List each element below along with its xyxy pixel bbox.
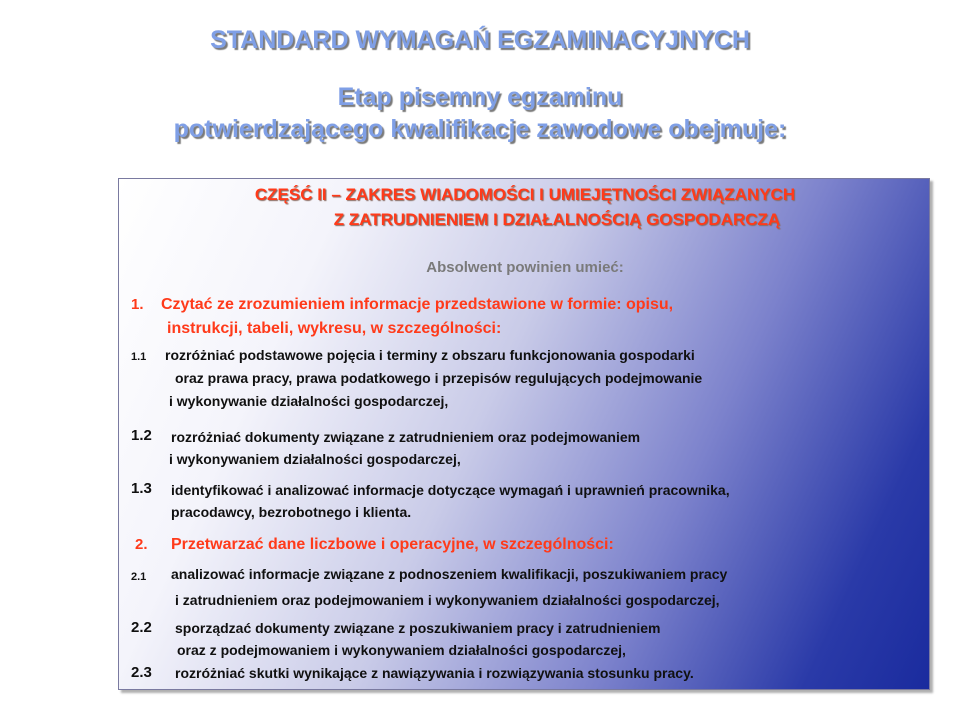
item-2-2-line1: sporządzać dokumenty związane z poszukiwaniem pracy i zatrudnieniem — [175, 620, 661, 636]
item-2-line1: Przetwarzać dane liczbowe i operacyjne, w szczególności: — [171, 536, 614, 553]
item-1-2-line2: i wykonywaniem działalności gospodarczej, — [169, 451, 461, 467]
item-2-1-number: 2.1 — [131, 571, 147, 583]
item-1-3-line2: pracodawcy, bezrobotnego i klienta. — [171, 504, 412, 520]
content-panel — [118, 178, 930, 690]
item-1-1-line3: i wykonywanie działalności gospodarczej, — [169, 393, 449, 409]
item-2-2-line2: oraz z podejmowaniem i wykonywaniem działalności gospodarczej, — [177, 642, 626, 658]
page-subtitle-line2: potwierdzającego kwalifikacje zawodowe obejmuje: — [173, 115, 787, 143]
item-1-1-line1: rozróżniać podstawowe pojęcia i terminy z obszaru funkcjonowania gospodarki — [165, 347, 695, 363]
item-1-3-number: 1.3 — [131, 480, 152, 497]
item-2-1-line2: i zatrudnieniem oraz podejmowaniem i wykonywaniem działalności gospodarczej, — [175, 592, 720, 608]
item-1-number: 1. — [131, 296, 144, 313]
item-2-2-number: 2.2 — [131, 619, 152, 636]
item-1-3-line1: identyfikować i analizować informacje dotyczące wymagań i uprawnień pracownika, — [171, 482, 730, 498]
item-1-line2: instrukcji, tabeli, wykresu, w szczególności: — [167, 320, 502, 337]
item-1-1-line2: oraz prawa pracy, prawa podatkowego i przepisów regulujących podejmowanie — [175, 370, 703, 386]
item-1-2-number: 1.2 — [131, 427, 152, 444]
item-2-number: 2. — [135, 536, 148, 553]
item-2-1-line1: analizować informacje związane z podnoszeniem kwalifikacji, poszukiwaniem pracy — [171, 566, 728, 582]
item-2-3-number: 2.3 — [131, 664, 152, 681]
section-title-line1: CZĘŚĆ II – ZAKRES WIADOMOŚCI I UMIEJĘTNOŚCI ZWIĄZANYCH — [254, 185, 796, 204]
item-1-1-number: 1.1 — [131, 351, 147, 363]
section-title-line2: Z ZATRUDNIENIEM I DZIAŁALNOŚCIĄ GOSPODARCZĄ — [333, 210, 781, 229]
page-title: STANDARD WYMAGAŃ EGZAMINACYJNYCH — [210, 26, 750, 54]
item-2-3-line1: rozróżniać skutki wynikające z nawiązywania i rozwiązywania stosunku pracy. — [175, 665, 694, 681]
intro-text: Absolwent powinien umieć: — [426, 259, 624, 276]
item-1-line1: Czytać ze zrozumieniem informacje przedstawione w formie: opisu, — [161, 296, 674, 313]
page-subtitle-line1: Etap pisemny egzaminu — [337, 83, 623, 111]
item-1-2-line1: rozróżniać dokumenty związane z zatrudnieniem oraz podejmowaniem — [171, 429, 641, 445]
